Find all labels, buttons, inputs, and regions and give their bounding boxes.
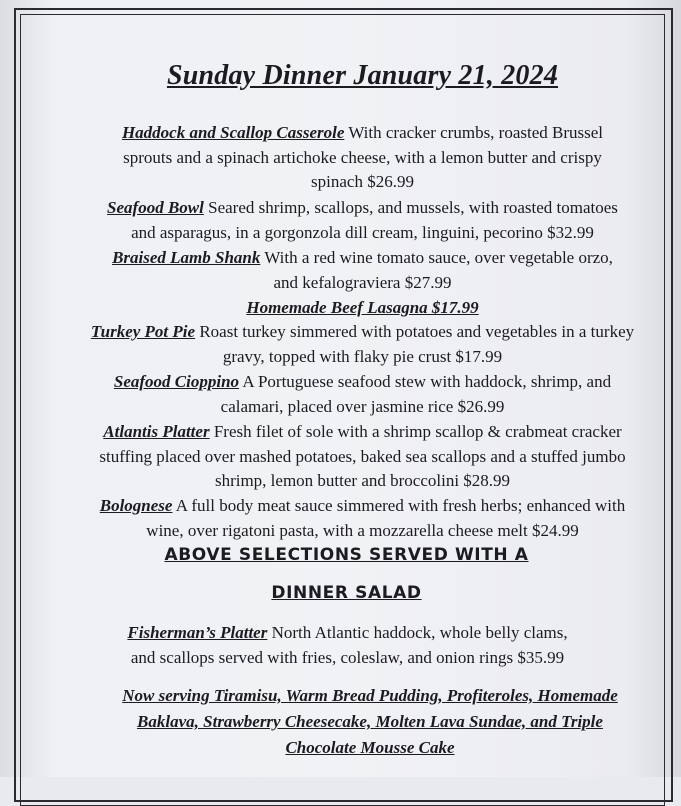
dish-name: Fisherman’s Platter xyxy=(127,623,268,642)
dish-name: Homemade Beef Lasagna $17.99 xyxy=(246,298,479,317)
dish-name: Haddock and Scallop Casserole xyxy=(121,123,345,142)
dish-description: wine, over rigatoni pasta, with a mozzarella cheese melt $24.99 xyxy=(146,520,579,540)
salad-banner-line2: DINNER SALAD xyxy=(271,583,422,603)
dish-description: With cracker crumbs, roasted Brussel xyxy=(344,123,604,142)
dish-description: A full body meat sauce simmered with fresh herbs; enhanced with xyxy=(172,496,626,515)
menu-item-bolognese xyxy=(30,494,681,543)
dish-name: Atlantis Platter xyxy=(103,422,210,441)
dish-description: With a red wine tomato sauce, over vegetable orzo, xyxy=(260,248,613,267)
dish-description: North Atlantic haddock, whole belly clams, xyxy=(267,623,568,642)
dessert-line: Chocolate Mousse Cake xyxy=(285,738,455,757)
dessert-line: Now serving Tiramisu, Warm Bread Pudding, Profiteroles, Homemade xyxy=(122,686,618,705)
dish-description: calamari, placed over jasmine rice $26.99 xyxy=(220,396,505,416)
dish-name: Bolognese xyxy=(99,496,173,515)
dish-price-line: shrimp, lemon butter and broccolini $28.99 xyxy=(214,471,511,490)
dish-description: and scallops served with fries, coleslaw, and onion rings $35.99 xyxy=(130,647,565,667)
dish-description: A Portuguese seafood stew with haddock, shrimp, and xyxy=(239,372,612,391)
dish-description: Fresh filet of sole with a shrimp scallop & crabmeat cracker xyxy=(209,422,622,441)
menu-item-lasagna xyxy=(30,296,681,321)
dish-description: and asparagus, in a gorgonzola dill cream, linguini, pecorino $32.99 xyxy=(131,222,594,242)
dish-description: sprouts and a spinach artichoke cheese, with a lemon butter and crispy xyxy=(123,147,602,167)
menu-item-fishermans-platter xyxy=(15,621,680,670)
salad-banner-line1: ABOVE SELECTIONS SERVED WITH A xyxy=(164,545,529,565)
menu-item-seafood-bowl xyxy=(30,196,681,245)
dessert-notice xyxy=(60,683,680,761)
dish-description: and kefalograviera $27.99 xyxy=(273,272,452,292)
menu-item-turkey-pot-pie xyxy=(30,320,681,369)
menu-item-lamb-shank xyxy=(30,246,681,295)
dish-description: stuffing placed over mashed potatoes, baked sea scallops and a stuffed jumbo xyxy=(99,446,626,466)
dish-price-line: spinach $26.99 xyxy=(311,172,414,191)
dish-name: Turkey Pot Pie xyxy=(90,322,196,341)
dessert-line: Baklava, Strawberry Cheesecake, Molten Lava Sundae, and Triple xyxy=(137,712,603,731)
dish-description: Seared shrimp, scallops, and mussels, with roasted tomatoes xyxy=(203,198,618,217)
dish-description: gravy, topped with flaky pie crust $17.99 xyxy=(222,346,503,366)
menu-item-cioppino xyxy=(30,370,681,419)
dish-description: Roast turkey simmered with potatoes and vegetables in a turkey xyxy=(195,322,635,341)
menu-item-haddock-casserole xyxy=(30,121,681,195)
menu-title: Sunday Dinner January 21, 2024 xyxy=(166,60,559,91)
dish-name: Braised Lamb Shank xyxy=(112,248,261,267)
dish-name: Seafood Bowl xyxy=(107,198,204,217)
dish-name: Seafood Cioppino xyxy=(113,372,240,391)
menu-item-atlantis-platter xyxy=(30,420,681,494)
